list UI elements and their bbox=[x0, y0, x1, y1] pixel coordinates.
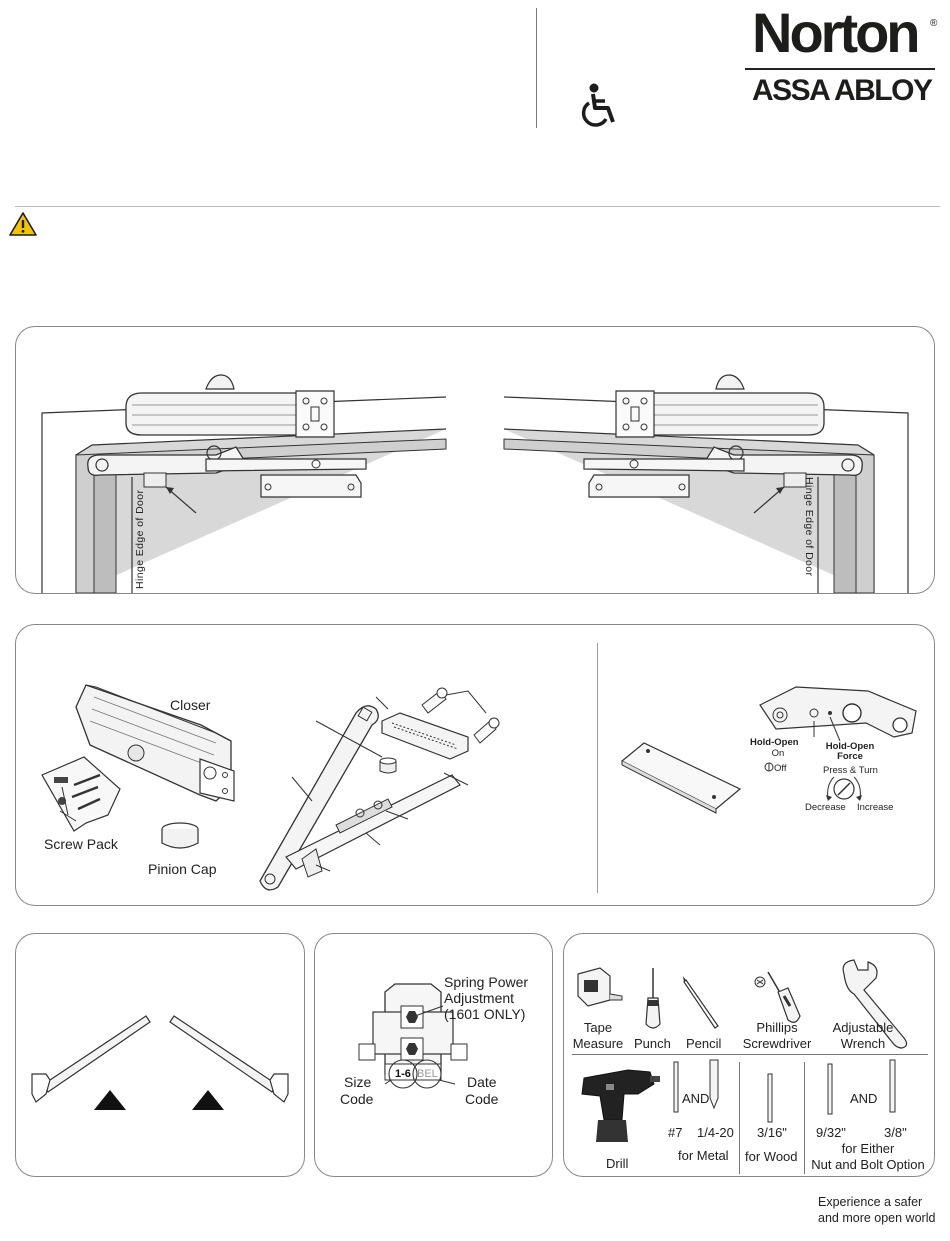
hold-open-off-label: Off bbox=[774, 763, 787, 774]
spring-adjust-label-1: Spring Power bbox=[444, 974, 529, 990]
date-code-label-1: Date bbox=[467, 1074, 497, 1090]
phillips-label-1: Phillips bbox=[756, 1020, 798, 1035]
pinion-cap-icon bbox=[162, 823, 198, 848]
arm-assembly-icon bbox=[260, 688, 499, 890]
for-metal-label: for Metal bbox=[678, 1148, 729, 1163]
warning-triangle-icon bbox=[8, 211, 38, 237]
tape-measure-icon bbox=[578, 968, 622, 1006]
bit-316-label: 3/16" bbox=[757, 1125, 787, 1140]
arm-orientation-illustration bbox=[16, 934, 304, 1176]
wrench-label-2: Wrench bbox=[840, 1036, 886, 1051]
pencil-icon bbox=[683, 976, 718, 1028]
closer-label: Closer bbox=[170, 697, 211, 713]
bit-38-label: 3/8" bbox=[884, 1125, 907, 1140]
parent-brand-logo: ASSA ABLOY bbox=[752, 74, 932, 107]
tools-illustration bbox=[564, 934, 934, 1176]
hold-open-force-label-1: Hold-Open bbox=[825, 741, 875, 752]
size-code-label-2: Code bbox=[340, 1091, 374, 1107]
decrease-label: Decrease bbox=[805, 802, 846, 813]
pencil-label: Pencil bbox=[686, 1036, 722, 1051]
brand-rule bbox=[745, 68, 935, 70]
increase-label: Increase bbox=[857, 802, 894, 813]
phillips-screwdriver-icon bbox=[755, 972, 800, 1022]
footer-line-1: Experience a safer bbox=[818, 1195, 923, 1209]
mounting-plate-icon bbox=[622, 743, 740, 813]
section-divider bbox=[15, 206, 940, 207]
hold-open-on-label: On bbox=[771, 748, 785, 759]
spring-adjust-label-3: (1601 ONLY) bbox=[444, 1006, 526, 1022]
date-code-label-2: Code bbox=[465, 1091, 499, 1107]
size-code-value: 1-6 bbox=[395, 1068, 411, 1080]
spring-power-illustration bbox=[315, 934, 552, 1176]
punch-icon bbox=[646, 968, 660, 1028]
wheelchair-icon bbox=[578, 82, 624, 130]
and-label-1: AND bbox=[682, 1091, 710, 1106]
tape-label-2: Measure bbox=[572, 1036, 624, 1051]
footer-line-2: and more open world bbox=[818, 1211, 936, 1225]
footer-tagline bbox=[818, 1194, 935, 1226]
registered-mark: ® bbox=[930, 18, 938, 29]
bit-932-label: 9/32" bbox=[816, 1125, 846, 1140]
header-divider bbox=[536, 8, 537, 128]
hinge-edge-label-right: Hinge Edge of Door bbox=[803, 477, 815, 577]
hold-open-force-label-2: Force bbox=[837, 751, 863, 762]
bit-7-label: #7 bbox=[668, 1125, 683, 1140]
hold-open-label: Hold-Open bbox=[750, 737, 799, 748]
drill-label: Drill bbox=[606, 1156, 629, 1171]
for-wood-label: for Wood bbox=[745, 1149, 798, 1164]
brand-logo: Norton bbox=[752, 1, 918, 64]
screw-pack-icon bbox=[42, 757, 120, 831]
bit-1420-label: 1/4-20 bbox=[697, 1125, 734, 1140]
tape-label-1: Tape bbox=[583, 1020, 613, 1035]
spring-adjust-label-2: Adjustment bbox=[444, 990, 515, 1006]
wrench-label-1: Adjustable bbox=[832, 1020, 894, 1035]
hinge-edge-label-left: Hinge Edge of Door bbox=[134, 489, 146, 589]
screw-pack-label: Screw Pack bbox=[44, 836, 118, 852]
pinion-cap-label: Pinion Cap bbox=[148, 861, 217, 877]
punch-label: Punch bbox=[634, 1036, 671, 1051]
for-either-label-1: for Either bbox=[841, 1141, 895, 1156]
date-code-value: BEL bbox=[417, 1068, 438, 1080]
phillips-label-2: Screwdriver bbox=[742, 1036, 812, 1051]
press-turn-label: Press & Turn bbox=[823, 765, 878, 776]
drill-icon bbox=[582, 1070, 660, 1142]
door-closer-illustration bbox=[16, 327, 934, 593]
and-label-2: AND bbox=[850, 1091, 878, 1106]
triangle-marker-left bbox=[94, 1090, 126, 1110]
for-either-label-2: Nut and Bolt Option bbox=[811, 1157, 925, 1172]
size-code-label-1: Size bbox=[344, 1074, 372, 1090]
triangle-marker-right bbox=[192, 1090, 224, 1110]
